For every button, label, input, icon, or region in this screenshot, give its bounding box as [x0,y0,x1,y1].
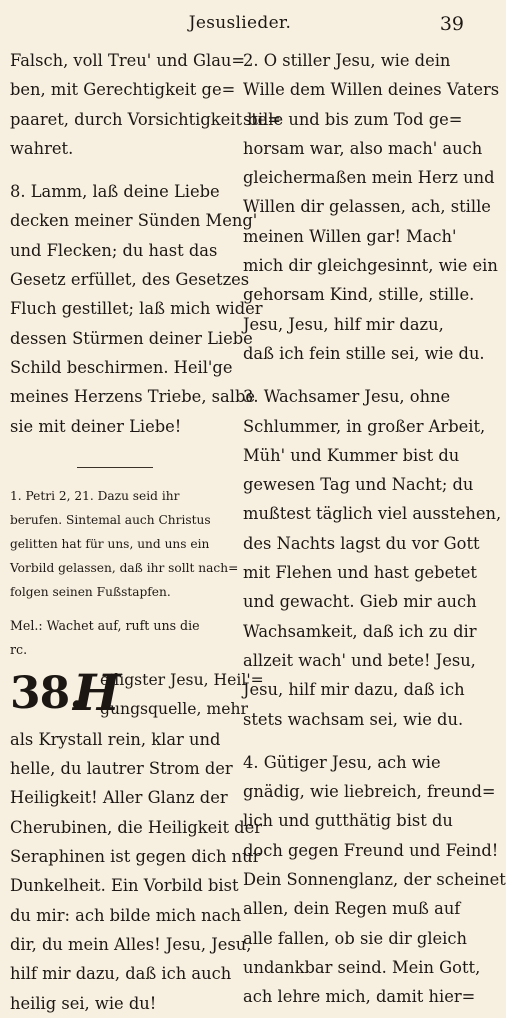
text-line: Müh' und Kummer bist du [243,445,460,465]
melody-reference: Mel.: Wachet auf, ruft uns die rc. [10,617,200,657]
hymn-38-verse-1 [10,725,263,1018]
verse-4 [243,748,506,1012]
text-line: Seraphinen ist gegen dich nur [10,847,261,867]
footnote-line: folgen seinen Fußstapfen. [10,584,171,599]
text-line: ach lehre mich, damit hier= [243,987,476,1007]
text-line: Schild beschirmen. Heil'ge [10,357,233,377]
text-line: 2. O stiller Jesu, wie dein [243,51,451,70]
right-column [243,46,506,1012]
hymn-38-heading [10,662,264,725]
hymn-number: 38. [10,667,84,719]
text-line: Heiligkeit! Aller Glanz der [10,788,228,808]
text-line: horsam war, also mach' auch [243,138,483,158]
text-line: alle fallen, ob sie dir gleich [243,928,467,948]
text-line: Wachsamkeit, daß ich zu dir [243,621,477,641]
text-line: Dein Sonnenglanz, der scheinet [243,870,506,890]
text-line: wahret. [10,138,74,158]
footnote-line: 1. Petri 2, 21. Dazu seid ihr [10,488,180,503]
text-line: du mir: ach bilde mich nach [10,905,241,925]
text-line: als Krystall rein, klar und [10,729,221,749]
text-line: mit Flehen und hast gebetet [243,563,477,583]
footnote-line: Vorbild gelassen, daß ihr sollt nach= [10,560,239,575]
verse-3 [243,382,502,734]
text-line: meinen Willen gar! Mach' [243,226,457,246]
verse-2 [243,46,500,368]
text-line: mußtest täglich viel ausstehen, [243,504,502,524]
text-line: doch gegen Freund und Feind! [243,840,499,860]
text-line: Falsch, voll Treu' und Glau= [10,51,246,70]
text-line: lich und gutthätig bist du [243,811,453,831]
text-line: undankbar seind. Mein Gott, [243,957,481,977]
text-line: Wille dem Willen deines Vaters [243,80,500,100]
text-line: decken meiner Sünden Meng' [10,211,258,231]
text-line: gungsquelle, mehr [100,699,248,718]
text-line: und gewacht. Gieb mir auch [243,592,477,612]
scripture-footnote [10,484,239,604]
text-line: gnädig, wie liebreich, freund= [243,782,496,802]
text-line: stets wachsam sei, wie du. [243,709,464,729]
verse-7-continuation [10,46,281,163]
text-line: des Nachts lagst du vor Gott [243,533,480,553]
text-line: helle, du lautrer Strom der [10,759,233,779]
divider-rule [77,467,153,468]
text-line: allen, dein Regen muß auf [243,899,461,919]
verse-8 [10,177,263,441]
text-line: gewesen Tag und Nacht; du [243,475,474,495]
text-line: eiligster Jesu, Heil'= [100,670,264,689]
text-line: 8. Lamm, laß deine Liebe [10,182,220,202]
text-line: gleichermaßen mein Herz und [243,168,495,188]
drop-cap: H [73,662,121,722]
text-line: meines Herzens Triebe, salbe [10,387,255,407]
text-line: sie mit deiner Liebe! [10,416,182,436]
text-line: daß ich fein stille sei, wie du. [243,343,485,363]
text-line: paaret, durch Vorsichtigkeit be= [10,109,281,129]
text-line: hilf mir dazu, daß ich auch [10,964,232,984]
text-line: und Flecken; du hast das [10,240,218,260]
text-line: 3. Wachsamer Jesu, ohne [243,387,451,407]
left-column [10,46,281,1018]
text-line: ben, mit Gerechtigkeit ge= [10,80,236,100]
text-line: Willen dir gelassen, ach, stille [243,197,491,217]
footnote-line: berufen. Sintemal auch Christus [10,512,211,527]
text-line: gehorsam Kind, stille, stille. [243,285,475,305]
text-line: Fluch gestillet; laß mich wider [10,299,263,319]
text-line: 4. Gütiger Jesu, ach wie [243,752,441,772]
page-number: 39 [439,13,464,35]
text-line: Dunkelheit. Ein Vorbild bist [10,876,239,896]
text-line: heilig sei, wie du! [10,993,157,1013]
text-line: dessen Stürmen deiner Liebe [10,328,253,348]
text-line: Gesetz erfüllet, des Gesetzes [10,270,250,290]
text-line: Schlummer, in großer Arbeit, [243,416,486,436]
text-line: dir, du mein Alles! Jesu, Jesu, [10,934,252,954]
text-line: Cherubinen, die Heiligkeit der [10,817,263,837]
text-line: Jesu, Jesu, hilf mir dazu, [243,314,444,334]
text-line: stille und bis zum Tod ge= [243,109,463,129]
footnote-line: gelitten hat für uns, und uns ein [10,536,210,551]
text-line: Jesu, hilf mir dazu, daß ich [243,680,465,700]
text-line: mich dir gleichgesinnt, wie ein [243,256,498,276]
text-line: allzeit wach' und bete! Jesu, [243,650,476,670]
running-header: Jesuslieder. [188,13,292,33]
